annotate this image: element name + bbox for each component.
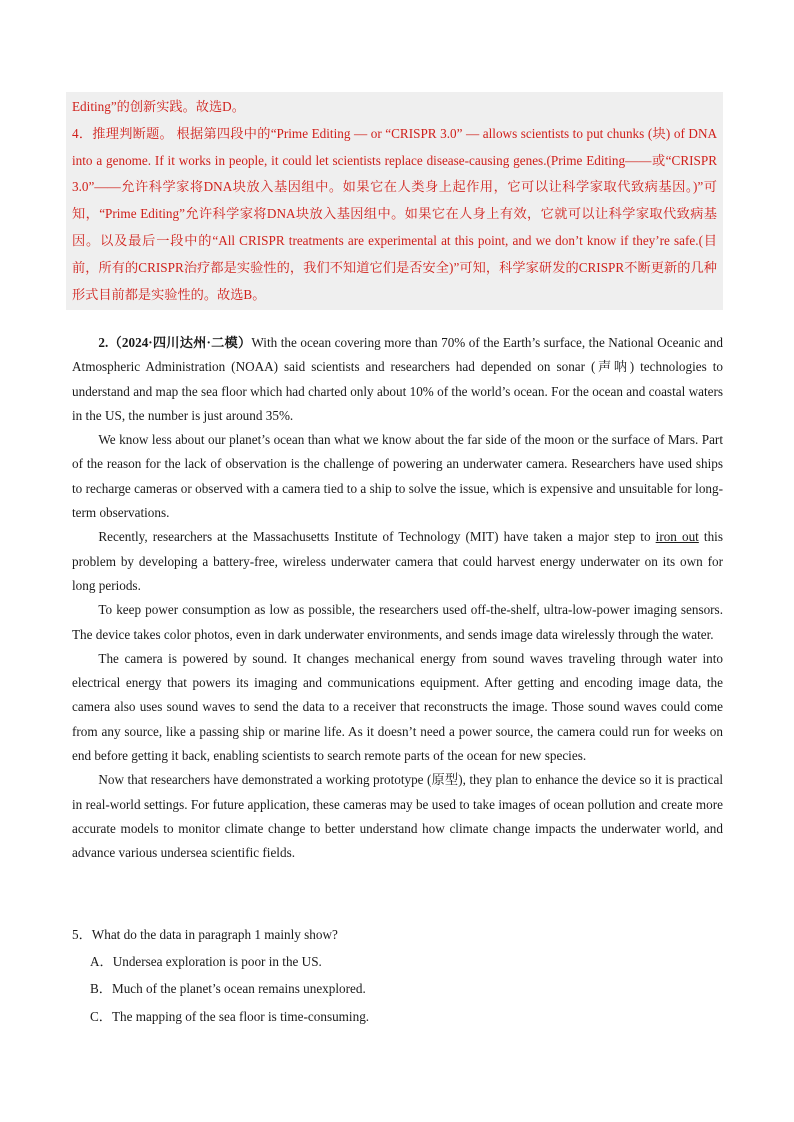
question-source: 2.（2024·四川达州·二模） (98, 335, 252, 350)
option-c: C．The mapping of the sea floor is time-consuming. (90, 1008, 370, 1024)
answer-explanation-4: 4．推理判断题。 根据第四段中的“Prime Editing — or “CRISPR 3.0” — allows scientists to put chunks (块) of DNA into a genome. If it works in people, it could let scientists replace disease-causing genes.(Prime Editing——或“CRISPR 3.0”——允许科学家将DNA块放入基因组中。如果它在人类身上起作用，它可以让科学家取代致病基因。)”可知，“Prime Editing”允许科学家将DNA块放入基因组中。如果它在人身上有效，它就可以让科学家取代致病基因。以及最后一段中的“All CRISPR treatments are experimental at this point, and we don’t know if they’re safe.(目前，所有的CRISPR治疗都是实验性的，我们不知道它们是否安全)”可知，科学家研发的CRISPR不断更新的几种形式目前都是实验性的。故选B。 (72, 125, 717, 302)
passage-paragraph-1: 2.（2024·四川达州·二模）With the ocean covering more than 70% of the Earth’s surface, the National Oceanic and Atmospheric Administration (NOAA) said scientists and researchers had depended on sonar (声呐) technologies to understand and map the sea floor which had charted only about 10% of the world’s ocean. For the ocean and coastal waters in the US, the number is just around 35%. (72, 335, 723, 423)
question-stem: 5．What do the data in paragraph 1 mainly show? (72, 927, 338, 942)
underlined-phrase: iron out (655, 529, 699, 545)
passage-paragraph-6: Now that researchers have demonstrated a working prototype (原型), they plan to enhance the device so it is practical in real-world settings. For future application, these cameras may be used to take images of ocean pollution and create more accurate models to monitor climate change to better understand how climate change impacts the underwater world, and advance various undersea scientific fields. (72, 772, 723, 861)
answer-explanation-box (66, 92, 723, 310)
reading-passage (72, 331, 723, 866)
answer-line-prev: Editing”的创新实践。故选D。 (72, 99, 245, 114)
passage-paragraph-4: To keep power consumption as low as possible, the researchers used off-the-shelf, ultra-low-power imaging sensors. The device takes color photos, even in dark underwater environments, and sends image data wirelessly through the water. (72, 602, 723, 642)
passage-paragraph-3: Recently, researchers at the Massachusetts Institute of Technology (MIT) have taken a major step to iron out this problem by developing a battery-free, wireless underwater camera that could harvest energy underwater on its own for long periods. (72, 529, 723, 593)
passage-paragraph-5: The camera is powered by sound. It changes mechanical energy from sound waves traveling through water into electrical energy that powers its imaging and communications equipment. After getting and encoding image data, the camera also uses sound waves to send the data to a receiver that reconstructs the image. Those sound waves could come from any source, like a passing ship or marine life. As it doesn’t need a power source, the camera could run for weeks on end before getting it back, enabling scientists to search remote parts of the ocean for new species. (72, 650, 723, 764)
option-b: B．Much of the planet’s ocean remains unexplored. (90, 981, 366, 997)
question-5 (72, 921, 723, 1030)
option-a: A．Undersea exploration is poor in the US. (90, 954, 322, 970)
passage-paragraph-2: We know less about our planet’s ocean than what we know about the far side of the moon or the surface of Mars. Part of the reason for the lack of observation is the challenge of powering an underwater camera. Researchers have used ships to recharge cameras or observed with a camera tied to a ship to solve the issue, which is expensive and unsuitable for long-term observations. (72, 432, 723, 521)
